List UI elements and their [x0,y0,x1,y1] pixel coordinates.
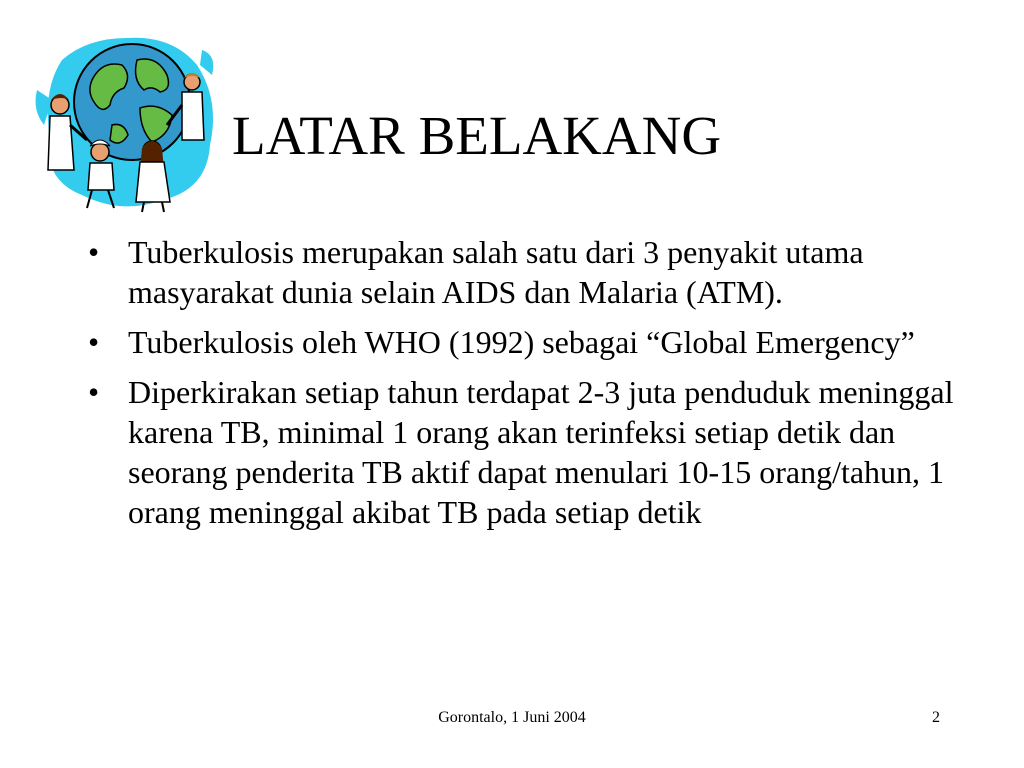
bullet-text: Tuberkulosis oleh WHO (1992) sebagai “Global Emergency” [128,324,915,360]
bullet-text: Diperkirakan setiap tahun terdapat 2-3 juta penduduk meninggal karena TB, minimal 1 orang akan terinfeksi setiap detik dan seorang penderita TB aktif dapat menulari 10-15 orang/tahun, 1 orang meninggal akibat TB pada setiap detik [128,374,954,530]
bullet-icon: • [88,234,100,270]
bullet-icon: • [88,374,100,410]
globe-with-people-holding-hands-icon [32,30,222,215]
bullet-text: Tuberkulosis merupakan salah satu dari 3 penyakit utama masyarakat dunia selain AIDS dan Malaria (ATM). [128,234,864,310]
bullet-list [88,232,968,542]
bullet-item-tb-major-disease [88,232,968,312]
footer-date-location: Gorontalo, 1 Juni 2004 [438,709,586,726]
bullet-item-who-global-emergency [88,322,968,362]
bullet-item-annual-deaths [88,372,968,532]
page-number: 2 [932,709,940,726]
slide-title: LATAR BELAKANG [232,105,722,166]
bullet-icon: • [88,324,100,360]
